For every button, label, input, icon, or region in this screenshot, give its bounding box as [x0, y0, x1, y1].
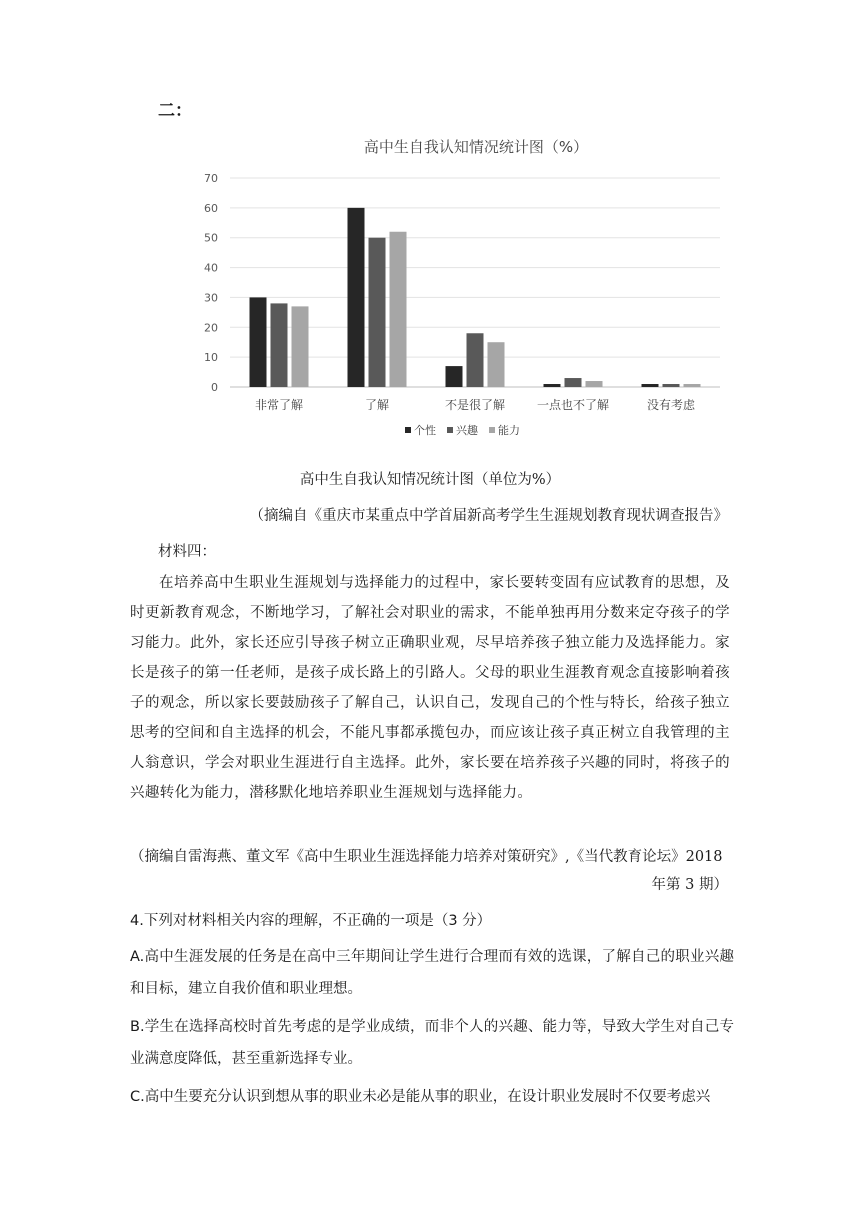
y-tick-label: 40 [204, 261, 218, 275]
x-tick-label: 非常了解 [254, 398, 304, 412]
legend-swatch-2 [489, 427, 495, 433]
y-tick-label: 0 [211, 381, 218, 394]
bar-1-2 [390, 232, 407, 387]
bar-1-1 [369, 238, 386, 387]
legend-label: 兴趣 [456, 424, 478, 437]
bar-4-2 [684, 384, 701, 387]
bar-3-0 [544, 384, 561, 387]
chart-title: 高中生自我认知情况统计图（%） [363, 138, 589, 156]
bar-3-1 [565, 378, 582, 387]
y-tick-label: 50 [204, 231, 218, 245]
material-four-source: （摘编自雷海燕、董文军《高中生职业生涯选择能力培养对策研究》,《当代教育论坛》2018 [130, 849, 723, 865]
legend-swatch-1 [447, 427, 453, 433]
bar-2-1 [467, 333, 484, 387]
bar-0-1 [271, 303, 288, 387]
chart-source: （摘编自《重庆市某重点中学首届新高考学生生涯规划教育现状调查报告》 [249, 508, 728, 524]
material-four-label: 材料四： [158, 544, 216, 560]
y-tick-label: 30 [204, 291, 218, 305]
bar-0-0 [250, 297, 267, 387]
question-stem: 4.下列对材料相关内容的理解，不正确的一项是（3 分） [130, 913, 492, 929]
option-b[interactable]: B.学生在选择高校时首先考虑的是学业成绩，而非个人的兴趣、能力等，导致大学生对自己专业满意度降低，甚至重新选择专业。 [130, 1019, 734, 1067]
x-tick-label: 了解 [364, 398, 390, 412]
material-four-paragraph: 在培养高中生职业生涯规划与选择能力的过程中，家长要转变固有应试教育的思想，及时更新教育观念，不断地学习，了解社会对职业的需求，不能单独再用分数来定夺孩子的学习能力。此外，家长还应引导孩子树立正确职业观，尽早培养孩子独立能力及选择能力。家长是孩子的第一任老师，是孩子成长路上的引路人。父母的职业生涯教育观念直接影响着孩子的观念，所以家长要鼓励孩子了解自己，认识自己，发现自己的个性与特长，给孩子独立思考的空间和自主选择的机会，不能凡事都承揽包办，而应该让孩子真正树立自我管理的主人翁意识，学会对职业生涯进行自主选择。此外，家长要在培养孩子兴趣的同时，将孩子的兴趣转化为能力，潜移默化地培养职业生涯规划与选择能力。 [130, 575, 730, 801]
bar-0-2 [292, 306, 309, 387]
legend-label: 能力 [498, 424, 520, 437]
legend-swatch-0 [405, 427, 411, 433]
section-heading: 二： [158, 101, 192, 121]
chart-legend [405, 423, 520, 437]
x-tick-label: 一点也不了解 [536, 398, 610, 412]
chart-caption: 高中生自我认知情况统计图（单位为%） [299, 472, 561, 488]
x-axis-labels [255, 397, 696, 412]
y-axis-ticks [204, 172, 218, 394]
bar-2-0 [446, 366, 463, 387]
bar-1-0 [348, 208, 365, 387]
y-tick-label: 10 [204, 351, 218, 365]
y-tick-label: 60 [204, 201, 218, 215]
bar-4-1 [663, 384, 680, 387]
bar-chart [200, 128, 740, 458]
x-tick-label: 不是很了解 [444, 398, 506, 412]
material-four-source-end: 年第 3 期） [651, 877, 728, 893]
bar-4-0 [642, 384, 659, 387]
bar-2-2 [488, 342, 505, 387]
y-tick-label: 20 [204, 321, 218, 335]
option-c[interactable]: C.高中生要充分认识到想从事的职业未必是能从事的职业，在设计职业发展时不仅要考虑兴 [130, 1089, 711, 1105]
bar-3-2 [586, 381, 603, 387]
y-tick-label: 70 [204, 172, 218, 185]
option-a[interactable]: A.高中生涯发展的任务是在高中三年期间让学生进行合理而有效的选课，了解自己的职业兴趣和目标，建立自我价值和职业理想。 [130, 949, 734, 997]
legend-label: 个性 [414, 424, 436, 437]
x-tick-label: 没有考虑 [646, 398, 696, 412]
